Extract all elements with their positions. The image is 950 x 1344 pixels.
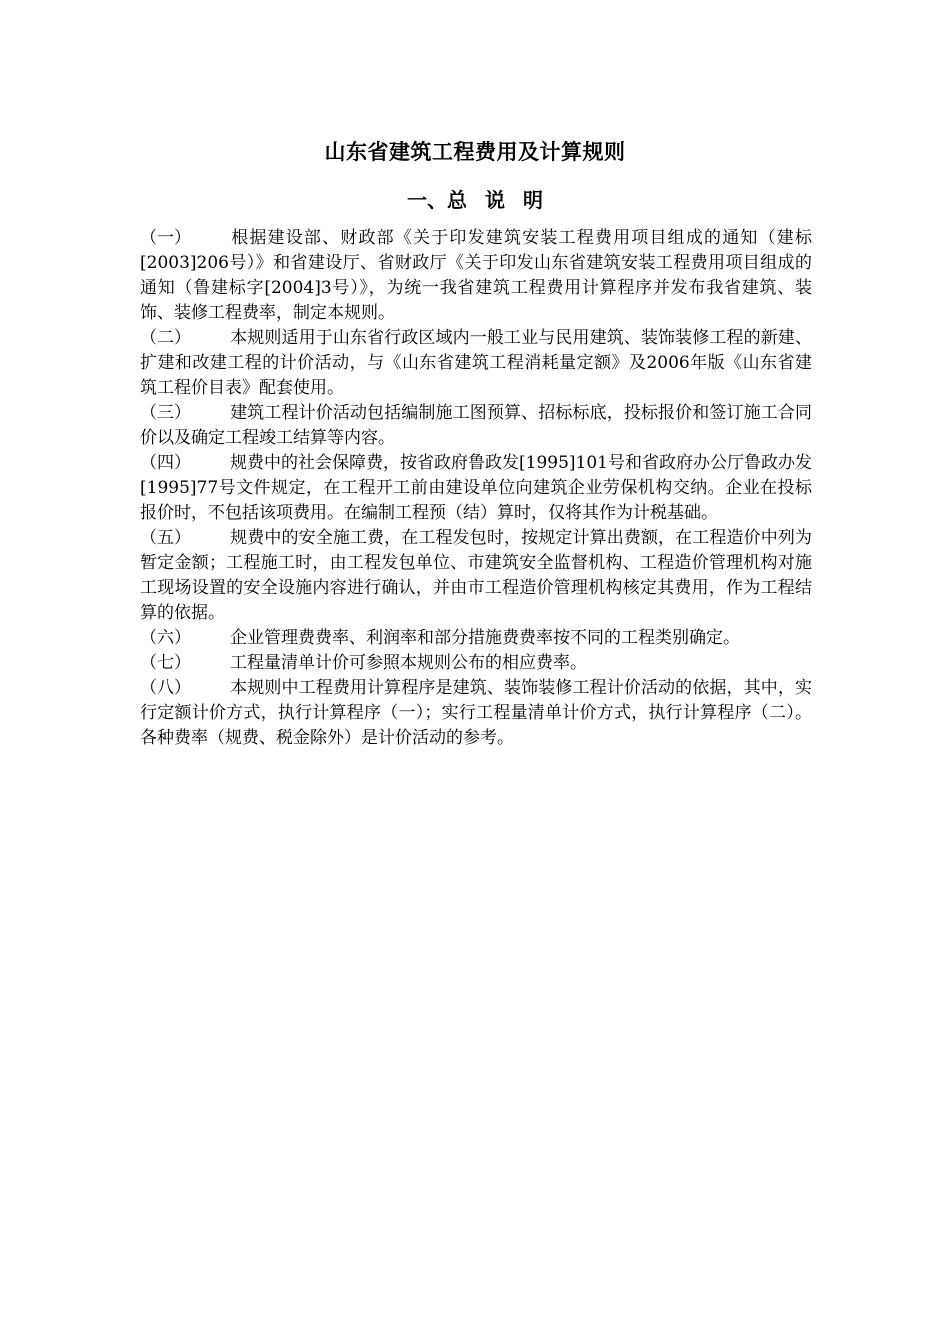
clause-text: 工程量清单计价可参照本规则公布的相应费率。 bbox=[230, 653, 587, 673]
clause-5 bbox=[140, 526, 812, 626]
clause-text: 规费中的社会保障费，按省政府鲁政发[1995]101号和省政府办公厅鲁政办发[1995]77号文件规定，在工程开工前由建设单位向建筑企业劳保机构交纳。企业在投标报价时，不包括该项费用。在编制工程预（结）算时，仅将其作为计税基础。 bbox=[140, 453, 812, 523]
section-heading-part: 明 bbox=[523, 188, 543, 212]
clause-3 bbox=[140, 401, 812, 451]
clause-6 bbox=[140, 626, 812, 651]
section-heading-part: 说 bbox=[485, 188, 505, 212]
clause-text: 规费中的安全施工费，在工程发包时，按规定计算出费额，在工程造价中列为暂定金额；工程施工时，由工程发包单位、市建筑安全监督机构、工程造价管理机构对施工现场设置的安全设施内容进行确认，并由市工程造价管理机构核定其费用，作为工程结算的依据。 bbox=[140, 528, 812, 623]
clause-number: （四） bbox=[140, 453, 191, 473]
clause-2 bbox=[140, 326, 812, 401]
clause-4 bbox=[140, 451, 812, 526]
clause-text: 根据建设部、财政部《关于印发建筑安装工程费用项目组成的通知（建标[2003]206号）》和省建设厅、省财政厅《关于印发山东省建筑安装工程费用项目组成的通知（鲁建标字[2004]3号）》，为统一我省建筑工程费用计算程序并发布我省建筑、装饰、装修工程费率，制定本规则。 bbox=[140, 228, 812, 323]
document-title: 山东省建筑工程费用及计算规则 bbox=[324, 140, 626, 164]
clause-text: 企业管理费费率、利润率和部分措施费费率按不同的工程类别确定。 bbox=[230, 628, 740, 648]
section-heading-part: 一、总 bbox=[407, 188, 467, 212]
clause-number: （一） bbox=[140, 228, 191, 248]
clause-8 bbox=[140, 676, 812, 751]
section-heading bbox=[0, 184, 950, 216]
clause-text: 建筑工程计价活动包括编制施工图预算、招标标底，投标报价和签订施工合同价以及确定工程竣工结算等内容。 bbox=[140, 403, 812, 448]
clause-number: （七） bbox=[140, 653, 191, 673]
clause-text: 本规则适用于山东省行政区域内一般工业与民用建筑、装饰装修工程的新建、扩建和改建工程的计价活动，与《山东省建筑工程消耗量定额》及2006年版《山东省建筑工程价目表》配套使用。 bbox=[140, 328, 812, 398]
clause-1 bbox=[140, 226, 812, 326]
clause-number: （八） bbox=[140, 678, 191, 698]
clause-text: 本规则中工程费用计算程序是建筑、装饰装修工程计价活动的依据，其中，实行定额计价方式，执行计算程序（一）；实行工程量清单计价方式，执行计算程序（二）。各种费率（规费、税金除外）是计价活动的参考。 bbox=[140, 678, 812, 748]
clause-7 bbox=[140, 651, 812, 676]
clause-number: （二） bbox=[140, 328, 191, 348]
clause-number: （三） bbox=[140, 403, 191, 423]
clause-list bbox=[140, 226, 812, 751]
clause-number: （五） bbox=[140, 528, 191, 548]
clause-number: （六） bbox=[140, 628, 191, 648]
